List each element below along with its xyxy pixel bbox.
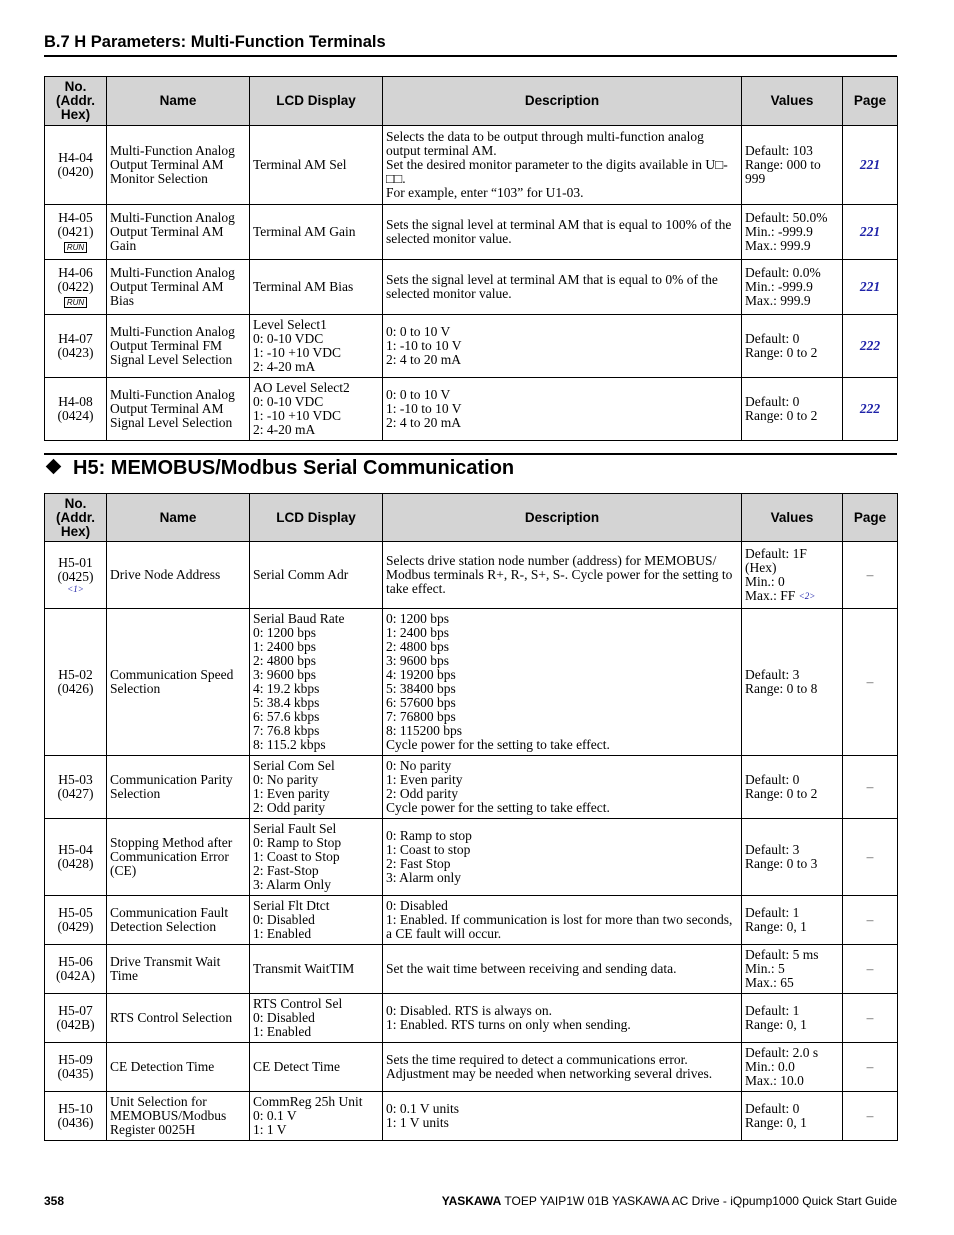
description-cell: [383, 378, 742, 441]
param-number-cell-text: H4-06 (0422): [57, 265, 94, 294]
lcd-display-cell: [250, 819, 383, 896]
page-dash: –: [866, 1010, 874, 1025]
description-cell-text: 0: Ramp to stop 1: Coast to stop 2: Fast Stop 3: Alarm only: [386, 828, 472, 885]
run-badge: RUN: [64, 242, 87, 253]
page-dash: –: [866, 961, 874, 976]
values-cell-text: Default: 3 Range: 0 to 8: [745, 667, 818, 696]
table-row: [45, 205, 898, 260]
page-dash: –: [866, 674, 874, 689]
description-cell: [383, 1092, 742, 1141]
param-number-cell-text: H5-09 (0435): [57, 1052, 94, 1081]
param-name-cell-text: RTS Control Selection: [110, 1010, 233, 1025]
table-row: [45, 1092, 898, 1141]
col-header-name: Name: [107, 494, 250, 542]
param-name-cell: [107, 896, 250, 945]
values-cell: [742, 994, 843, 1043]
table-row: [45, 945, 898, 994]
param-number-cell-text: H4-05 (0421): [57, 210, 94, 239]
param-number-cell-text: H4-07 (0423): [57, 331, 94, 360]
page-dash: –: [866, 912, 874, 927]
page-ref-cell: [843, 819, 898, 896]
lcd-display-cell: [250, 542, 383, 609]
description-cell: [383, 126, 742, 205]
lcd-display-cell: [250, 205, 383, 260]
values-cell-text: Default: 1F (Hex) Min.: 0 Max.: FF: [745, 546, 807, 603]
description-cell: [383, 609, 742, 756]
values-cell-text: Default: 0 Range: 0 to 2: [745, 772, 818, 801]
values-cell: [742, 378, 843, 441]
col-header-page: Page: [843, 77, 898, 126]
h5-parameter-table: [44, 493, 898, 1141]
table-row: [45, 542, 898, 609]
lcd-display-cell: [250, 1092, 383, 1141]
table-row: [45, 609, 898, 756]
description-cell: [383, 315, 742, 378]
lcd-display-cell: [250, 994, 383, 1043]
lcd-display-cell-text: RTS Control Sel 0: Disabled 1: Enabled: [253, 996, 343, 1039]
param-name-cell: [107, 542, 250, 609]
footer-title: [442, 1194, 897, 1208]
lcd-display-cell-text: CommReg 25h Unit 0: 0.1 V 1: 1 V: [253, 1094, 363, 1137]
param-name-cell: [107, 315, 250, 378]
lcd-display-cell: [250, 260, 383, 315]
lcd-display-cell-text: Terminal AM Bias: [253, 279, 354, 294]
description-cell-text: Sets the signal level at terminal AM that is equal to 0% of the selected monitor value.: [386, 272, 718, 301]
param-number-cell: [45, 205, 107, 260]
values-cell-text: Default: 1 Range: 0, 1: [745, 1003, 807, 1032]
param-number-cell: [45, 994, 107, 1043]
param-number-cell-text: H5-05 (0429): [57, 905, 94, 934]
values-cell: [742, 542, 843, 609]
values-cell: [742, 205, 843, 260]
footer-text: TOEP YAIP1W 01B YASKAWA AC Drive - iQpump1000 Quick Start Guide: [501, 1194, 897, 1208]
param-number-cell: [45, 819, 107, 896]
param-name-cell: [107, 378, 250, 441]
param-name-cell-text: Multi-Function Analog Output Terminal FM Signal Level Selection: [110, 324, 235, 367]
param-name-cell-text: Stopping Method after Communication Error (CE): [110, 835, 233, 878]
description-cell: [383, 542, 742, 609]
diamond-bullet-icon: [46, 459, 62, 475]
table-row: [45, 756, 898, 819]
param-name-cell-text: Communication Fault Detection Selection: [110, 905, 229, 934]
param-number-cell-text: H5-06 (042A): [56, 954, 95, 983]
page-ref-cell: [843, 542, 898, 609]
lcd-display-cell: [250, 896, 383, 945]
page-link[interactable]: 221: [859, 279, 881, 294]
description-cell: [383, 260, 742, 315]
lcd-display-cell: [250, 378, 383, 441]
table-row: [45, 126, 898, 205]
col-header-page: Page: [843, 494, 898, 542]
param-number-cell: [45, 896, 107, 945]
page-link[interactable]: 221: [859, 157, 881, 172]
values-cell: [742, 315, 843, 378]
footnote-ref-link[interactable]: <1>: [67, 584, 84, 594]
param-name-cell-text: Communication Parity Selection: [110, 772, 233, 801]
page-ref-cell: [843, 315, 898, 378]
page-link[interactable]: 222: [859, 338, 881, 353]
description-cell: [383, 756, 742, 819]
description-cell-text: 0: 0.1 V units 1: 1 V units: [386, 1101, 460, 1130]
page-ref-cell: [843, 896, 898, 945]
table-row: [45, 819, 898, 896]
lcd-display-cell: [250, 315, 383, 378]
description-cell-text: 0: No parity 1: Even parity 2: Odd parity Cycle power for the setting to take effect.: [386, 758, 610, 815]
lcd-display-cell-text: Serial Flt Dtct 0: Disabled 1: Enabled: [253, 898, 330, 941]
page-number: 358: [44, 1194, 65, 1208]
param-name-cell: [107, 994, 250, 1043]
section-rule: [44, 55, 897, 57]
lcd-display-cell-text: Serial Comm Adr: [253, 567, 349, 582]
param-number-cell: [45, 378, 107, 441]
param-number-cell: [45, 1043, 107, 1092]
description-cell-text: 0: 0 to 10 V 1: -10 to 10 V 2: 4 to 20 mA: [386, 324, 462, 367]
table-row: [45, 315, 898, 378]
page-ref-cell: [843, 205, 898, 260]
page-link[interactable]: 222: [859, 401, 881, 416]
param-number-cell-text: H5-07 (042B): [56, 1003, 95, 1032]
description-cell-text: Sets the signal level at terminal AM that is equal to 100% of the selected monitor value.: [386, 217, 732, 246]
description-cell-text: 0: 0 to 10 V 1: -10 to 10 V 2: 4 to 20 mA: [386, 387, 462, 430]
description-cell-text: 0: Disabled 1: Enabled. If communication is lost for more than two seconds, a CE fault will occur.: [386, 898, 733, 941]
page-ref-cell: [843, 609, 898, 756]
param-number-cell-text: H5-04 (0428): [57, 842, 94, 871]
page-ref-cell: [843, 126, 898, 205]
param-name-cell-text: Multi-Function Analog Output Terminal AM Signal Level Selection: [110, 387, 235, 430]
page-ref-cell: [843, 994, 898, 1043]
description-cell-text: Set the wait time between receiving and sending data.: [386, 961, 677, 976]
lcd-display-cell: [250, 609, 383, 756]
values-cell: [742, 1092, 843, 1141]
h5-top-rule: [44, 453, 897, 455]
param-name-cell: [107, 126, 250, 205]
description-cell: [383, 819, 742, 896]
h5-heading-text: H5: MEMOBUS/Modbus Serial Communication: [73, 457, 515, 479]
values-cell-text: Default: 103 Range: 000 to 999: [745, 143, 821, 186]
param-number-cell-text: H5-01 (0425): [57, 555, 94, 584]
page-ref-cell: [843, 945, 898, 994]
values-cell: [742, 260, 843, 315]
page-link[interactable]: 221: [859, 224, 881, 239]
param-number-cell: [45, 1092, 107, 1141]
lcd-display-cell-text: Transmit WaitTIM: [253, 961, 355, 976]
param-name-cell: [107, 819, 250, 896]
param-name-cell-text: Multi-Function Analog Output Terminal AM Bias: [110, 265, 235, 308]
page-ref-cell: [843, 260, 898, 315]
lcd-display-cell-text: AO Level Select2 0: 0-10 VDC 1: -10 +10 VDC 2: 4-20 mA: [253, 380, 350, 437]
values-cell: [742, 609, 843, 756]
table-row: [45, 378, 898, 441]
description-cell: [383, 896, 742, 945]
footnote-ref-link[interactable]: <2>: [798, 591, 816, 601]
values-cell-text: Default: 0 Range: 0 to 2: [745, 394, 818, 423]
description-cell-text: Selects drive station node number (address) for MEMOBUS/ Modbus terminals R+, R-, S+, S-. Cycle power for the setting to take effect.: [386, 553, 733, 596]
values-cell: [742, 1043, 843, 1092]
description-cell-text: Sets the time required to detect a communications error. Adjustment may be needed when networking several drives.: [386, 1052, 713, 1081]
lcd-display-cell-text: CE Detect Time: [253, 1059, 340, 1074]
col-header-lcd: LCD Display: [250, 494, 383, 542]
values-cell-text: Default: 50.0% Min.: -999.9 Max.: 999.9: [745, 210, 828, 253]
values-cell-text: Default: 0 Range: 0 to 2: [745, 331, 818, 360]
page-dash: –: [866, 567, 874, 582]
description-cell: [383, 994, 742, 1043]
lcd-display-cell-text: Serial Baud Rate 0: 1200 bps 1: 2400 bps 2: 4800 bps 3: 9600 bps 4: 19.2 kbps 5: 38.4 kbps 6: 57.6 kbps 7: 76.8 kbps 8: 115.2 kbps: [253, 611, 345, 752]
values-cell-text: Default: 0.0% Min.: -999.9 Max.: 999.9: [745, 265, 821, 308]
values-cell-text: Default: 0 Range: 0, 1: [745, 1101, 807, 1130]
values-cell: [742, 819, 843, 896]
param-number-cell: [45, 945, 107, 994]
param-name-cell-text: Multi-Function Analog Output Terminal AM Gain: [110, 210, 235, 253]
col-header-no: No. (Addr. Hex): [45, 77, 107, 126]
values-cell-text: Default: 3 Range: 0 to 3: [745, 842, 818, 871]
param-number-cell: [45, 260, 107, 315]
page-ref-cell: [843, 378, 898, 441]
lcd-display-cell-text: Serial Fault Sel 0: Ramp to Stop 1: Coast to Stop 2: Fast-Stop 3: Alarm Only: [253, 821, 342, 892]
h5-heading: [44, 457, 514, 480]
col-header-description: Description: [383, 494, 742, 542]
param-number-cell: [45, 756, 107, 819]
param-name-cell: [107, 756, 250, 819]
table-row: [45, 260, 898, 315]
lcd-display-cell-text: Serial Com Sel 0: No parity 1: Even parity 2: Odd parity: [253, 758, 335, 815]
run-badge: RUN: [64, 297, 87, 308]
footer-brand: YASKAWA: [441, 1194, 502, 1208]
description-cell: [383, 1043, 742, 1092]
col-header-no: No. (Addr. Hex): [45, 494, 107, 542]
param-number-cell-text: H4-04 (0420): [57, 150, 94, 179]
lcd-display-cell: [250, 1043, 383, 1092]
description-cell-text: 0: Disabled. RTS is always on. 1: Enabled. RTS turns on only when sending.: [386, 1003, 631, 1032]
param-number-cell: [45, 542, 107, 609]
description-cell: [383, 945, 742, 994]
param-name-cell: [107, 609, 250, 756]
lcd-display-cell: [250, 126, 383, 205]
col-header-values: Values: [742, 77, 843, 126]
col-header-lcd: LCD Display: [250, 77, 383, 126]
lcd-display-cell: [250, 945, 383, 994]
table-row: [45, 896, 898, 945]
param-number-cell-text: H5-03 (0427): [57, 772, 94, 801]
page-ref-cell: [843, 1043, 898, 1092]
values-cell-text: Default: 5 ms Min.: 5 Max.: 65: [745, 947, 819, 990]
param-number-cell-text: H4-08 (0424): [57, 394, 94, 423]
param-name-cell-text: Drive Transmit Wait Time: [110, 954, 221, 983]
table-header-row: [45, 494, 898, 542]
values-cell-text: Default: 1 Range: 0, 1: [745, 905, 807, 934]
lcd-display-cell-text: Level Select1 0: 0-10 VDC 1: -10 +10 VDC 2: 4-20 mA: [253, 317, 341, 374]
table-row: [45, 994, 898, 1043]
page-dash: –: [866, 1108, 874, 1123]
page-dash: –: [866, 1059, 874, 1074]
h4-parameter-table: [44, 76, 898, 441]
param-name-cell-text: Drive Node Address: [110, 567, 221, 582]
values-cell: [742, 756, 843, 819]
param-number-cell-text: H5-02 (0426): [57, 667, 94, 696]
param-name-cell-text: Multi-Function Analog Output Terminal AM Monitor Selection: [110, 143, 235, 186]
description-cell: [383, 205, 742, 260]
param-name-cell: [107, 945, 250, 994]
col-header-name: Name: [107, 77, 250, 126]
description-cell-text: Selects the data to be output through multi-function analog output terminal AM. Set the desired monitor parameter to the digits available in U□-□□. For example, enter “103” for U1-03.: [386, 129, 728, 200]
table-row: [45, 1043, 898, 1092]
param-name-cell-text: CE Detection Time: [110, 1059, 215, 1074]
col-header-description: Description: [383, 77, 742, 126]
param-number-cell: [45, 315, 107, 378]
lcd-display-cell: [250, 756, 383, 819]
param-number-cell: [45, 126, 107, 205]
page-dash: –: [866, 779, 874, 794]
param-name-cell: [107, 205, 250, 260]
section-title: B.7 H Parameters: Multi-Function Terminals: [44, 33, 386, 51]
param-name-cell: [107, 260, 250, 315]
values-cell-text: Default: 2.0 s Min.: 0.0 Max.: 10.0: [745, 1045, 819, 1088]
param-name-cell: [107, 1092, 250, 1141]
values-cell: [742, 896, 843, 945]
table-header-row: [45, 77, 898, 126]
param-name-cell: [107, 1043, 250, 1092]
param-name-cell-text: Unit Selection for MEMOBUS/Modbus Register 0025H: [110, 1094, 227, 1137]
page-dash: –: [866, 849, 874, 864]
page-ref-cell: [843, 1092, 898, 1141]
lcd-display-cell-text: Terminal AM Sel: [253, 157, 347, 172]
lcd-display-cell-text: Terminal AM Gain: [253, 224, 356, 239]
param-name-cell-text: Communication Speed Selection: [110, 667, 234, 696]
values-cell: [742, 945, 843, 994]
page-ref-cell: [843, 756, 898, 819]
param-number-cell-text: H5-10 (0436): [57, 1101, 94, 1130]
values-cell: [742, 126, 843, 205]
col-header-values: Values: [742, 494, 843, 542]
param-number-cell: [45, 609, 107, 756]
description-cell-text: 0: 1200 bps 1: 2400 bps 2: 4800 bps 3: 9600 bps 4: 19200 bps 5: 38400 bps 6: 57600 bps 7: 76800 bps 8: 115200 bps Cycle power for the setting to take effect.: [386, 611, 610, 752]
